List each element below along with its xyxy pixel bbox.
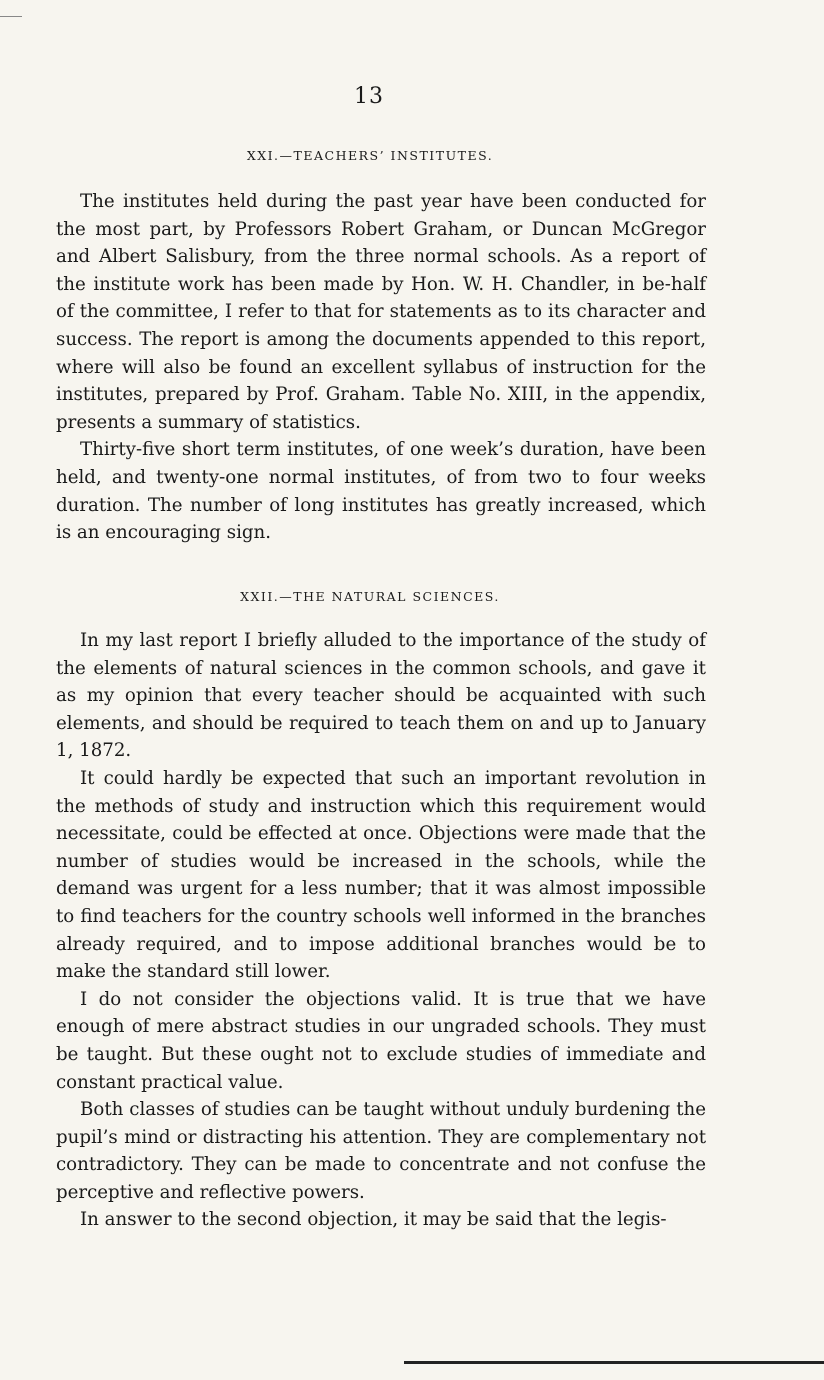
paragraph: The institutes held during the past year have been conducted for the most part, by Professors Robert Graham, or Duncan McGregor and Albert Salisbury, from the three normal schools. As a report of the institute work has been made by Hon. W. H. Chandler, in be-half of the committee, I refer to that for statements as to its character and success. The report is among the documents appended to this report, where will also be found an excellent syllabus of instruction for the institutes, prepared by Prof. Graham. Table No. XIII, in the appendix, presents a summary of statistics. — [56, 191, 706, 433]
section-heading-teachers-institutes: XXI.—TEACHERS’ INSTITUTES. — [246, 148, 494, 163]
bottom-edge-rule — [404, 1361, 824, 1364]
section-body-teachers-institutes — [56, 188, 706, 547]
paragraph: Thirty-five short term institutes, of one week’s duration, have been held, and twenty-one normal institutes, of from two to four weeks duration. The number of long institutes has greatly increased, which is an encouraging sign. — [56, 439, 706, 544]
page-number: 13 — [354, 84, 384, 109]
paragraph: In my last report I briefly alluded to the importance of the study of the elements of natural sciences in the common schools, and gave it as my opinion that every teacher should be acquainted with such elements, and should be required to teach them on and up to January 1, 1872. — [56, 630, 706, 762]
top-edge-rule — [0, 16, 22, 17]
section-body-natural-sciences — [56, 627, 706, 1234]
paragraph: It could hardly be expected that such an important revolution in the methods of study and instruction which this requirement would necessitate, could be effected at once. Objections were made that the number of studies would be increased in the schools, while the demand was urgent for a less number; that it was almost impossible to find teachers for the country schools well informed in the branches already required, and to impose additional branches would be to make the standard still lower. — [56, 767, 706, 983]
section-heading-natural-sciences: XXII.—THE NATURAL SCIENCES. — [240, 589, 500, 604]
paragraph: I do not consider the objections valid. It is true that we have enough of mere abstract studies in our ungraded schools. They must be taught. But these ought not to exclude studies of immediate and constant practical value. — [56, 988, 706, 1093]
paragraph: In answer to the second objection, it may be said that the legis- — [80, 1209, 667, 1231]
paragraph: Both classes of studies can be taught without unduly burdening the pupil’s mind or distracting his attention. They are complementary not contradictory. They can be made to concentrate and not confuse the perceptive and reflective powers. — [56, 1099, 706, 1203]
